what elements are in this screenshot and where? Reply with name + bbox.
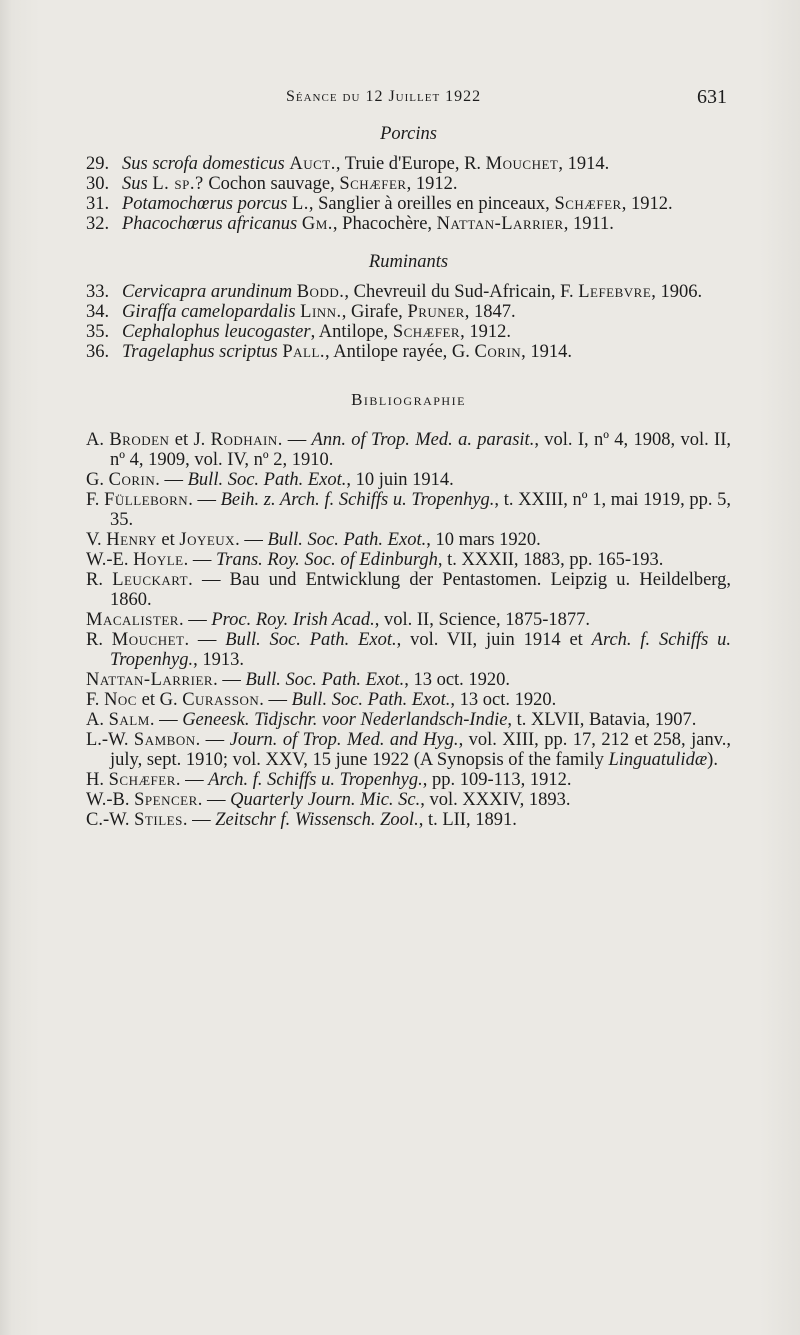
species-authority: Bodd.: [296, 282, 345, 302]
author-initials: C.-W.: [86, 810, 135, 830]
observer-name: Schæfer: [554, 194, 622, 214]
species-name: Giraffa camelopardalis: [122, 302, 296, 322]
journal-title: Arch. f. Schiffs u. Tropenhyg.: [208, 770, 423, 790]
observer-name: Nattan-Larrier: [436, 214, 564, 234]
bibliography-entry: [86, 610, 731, 630]
running-head: [0, 86, 800, 110]
species-entry: [86, 342, 731, 362]
observer-name: Schæfer: [392, 322, 461, 342]
author-initials: R.: [86, 630, 112, 650]
citation-details: ).: [707, 750, 718, 770]
separator: . —: [235, 530, 268, 550]
author-initials: F.: [86, 490, 105, 510]
common-name: , Phacochère,: [332, 214, 437, 234]
species-name: Sus scrofa domesticus: [122, 154, 285, 174]
entry-number: 35.: [86, 322, 110, 342]
bibliography-entry: [86, 810, 731, 830]
journal-title: Linguatulidæ: [608, 750, 708, 770]
citation-details: , 10 juin 1914.: [346, 470, 454, 490]
bibliography-list: [86, 430, 731, 830]
coauthor-name: Rodhain: [210, 430, 278, 450]
author-initials: A.: [86, 710, 109, 730]
bibliography-entry: [86, 470, 731, 490]
species-name: Potamochœrus porcus: [122, 194, 288, 214]
bibliography-entry: [86, 670, 731, 690]
author-name: Salm: [108, 710, 150, 730]
species-name: Tragelaphus scriptus: [122, 342, 278, 362]
author-name: Stiles: [134, 810, 183, 830]
section-heading-porcins: Porcins: [380, 124, 437, 144]
bibliography-entry: [86, 790, 731, 810]
citation-details: , 10 mars 1920.: [426, 530, 541, 550]
author-name: Spencer: [134, 790, 198, 810]
citation-details: , t. XLVII, Batavia, 1907.: [507, 710, 697, 730]
author-name: Corin: [108, 470, 156, 490]
journal-title: Beih. z. Arch. f. Schiffs u. Tropenhyg.: [220, 490, 495, 510]
entry-year: , 1912.: [621, 194, 673, 214]
author-initials: H.: [86, 770, 109, 790]
entry-year: , 1906.: [651, 282, 703, 302]
author-initials: V.: [86, 530, 107, 550]
observer-name: Pruner: [407, 302, 465, 322]
citation-details: , t. XXIII, nº 1, mai 1919, pp. 5, 35.: [110, 490, 731, 530]
journal-title: Geneesk. Tidjschr. voor Nederlandsch-Indie: [182, 710, 508, 730]
author-name: Macalister: [86, 610, 179, 630]
species-entry: [86, 282, 731, 302]
entry-year: , 1914.: [521, 342, 573, 362]
citation-details: , vol. XIII, pp. 17, 212 et 258, janv., july, sept. 1910; vol. XXV, 15 june 1922 (A Synopsis of the family: [110, 730, 732, 770]
ruminants-list: [86, 282, 731, 362]
entry-number: 33.: [86, 282, 110, 302]
journal-title: Arch. f. Schiffs u. Tropenhyg.: [110, 630, 732, 670]
separator: . —: [213, 670, 246, 690]
common-name: , Truie d'Europe, R.: [335, 154, 486, 174]
journal-title: Zeitschr f. Wissensch. Zool.: [215, 810, 419, 830]
species-entry: [86, 302, 731, 322]
author-initials: F.: [86, 690, 105, 710]
citation-details: , vol. I, nº 4, 1908, vol. II, nº 4, 1909, vol. IV, nº 2, 1910.: [110, 430, 732, 470]
citation-details: , 13 oct. 1920.: [450, 690, 557, 710]
separator: . —: [188, 570, 230, 590]
bibliography-entry: [86, 490, 731, 530]
citation-details: Bau und Entwicklung der Pentastomen. Leipzig u. Heildelberg, 1860.: [110, 570, 732, 610]
observer-name: Mouchet: [485, 154, 559, 174]
journal-title: Proc. Roy. Irish Acad.: [211, 610, 375, 630]
common-name: , Antilope rayée, G.: [325, 342, 475, 362]
species-authority: L. sp.?: [152, 174, 204, 194]
entry-year: , 1912.: [406, 174, 458, 194]
species-entry: [86, 214, 731, 234]
observer-name: Corin: [474, 342, 522, 362]
entry-number: 30.: [86, 174, 110, 194]
entry-number: 36.: [86, 342, 110, 362]
citation-details: , t. LII, 1891.: [418, 810, 517, 830]
common-name: , Chevreuil du Sud-Africain, F.: [344, 282, 579, 302]
author-name: Mouchet: [111, 630, 185, 650]
entry-number: 31.: [86, 194, 110, 214]
common-name: , Girafe,: [341, 302, 408, 322]
bibliography-entry: [86, 550, 731, 570]
journal-title: Bull. Soc. Path. Exot.: [267, 530, 427, 550]
species-authority: Auct.: [289, 154, 336, 174]
author-joiner: et: [156, 530, 180, 550]
entry-number: 34.: [86, 302, 110, 322]
species-name: Phacochœrus africanus: [122, 214, 298, 234]
species-entry: [86, 174, 731, 194]
bibliography-entry: [86, 630, 731, 670]
section-heading-ruminants: Ruminants: [368, 252, 449, 272]
separator: . —: [188, 490, 221, 510]
entry-number: 32.: [86, 214, 110, 234]
journal-title: Trans. Roy. Soc. of Edinburgh: [216, 550, 438, 570]
separator: . —: [178, 610, 212, 630]
coauthor-name: Curasson: [182, 690, 260, 710]
page-body: [86, 120, 731, 830]
bibliography-entry: [86, 530, 731, 550]
entry-year: , 1914.: [558, 154, 610, 174]
bibliography-entry: [86, 730, 731, 770]
bibliography-entry: [86, 690, 731, 710]
separator: . —: [149, 710, 183, 730]
author-name: Nattan-Larrier: [86, 670, 214, 690]
species-entry: [86, 154, 731, 174]
citation-details: , vol. VII, juin 1914 et: [396, 630, 592, 650]
entry-year: , 1911.: [563, 214, 614, 234]
common-name: , Antilope,: [310, 322, 393, 342]
bibliography-entry: [86, 710, 731, 730]
journal-title: Bull. Soc. Path. Exot.: [187, 470, 347, 490]
species-name: Cephalophus leucogaster: [122, 322, 311, 342]
citation-details: , vol. XXXIV, 1893.: [420, 790, 571, 810]
species-authority: Pall.: [282, 342, 326, 362]
observer-name: Schæfer: [339, 174, 407, 194]
author-name: Fülleborn: [104, 490, 189, 510]
author-joiner: et J.: [169, 430, 211, 450]
running-title: Séance du 12 Juillet 1922: [286, 88, 482, 105]
species-name: Cervicapra arundinum: [122, 282, 293, 302]
separator: . —: [175, 770, 209, 790]
species-authority: Gm.: [301, 214, 333, 234]
author-name: Leuckart: [112, 570, 189, 590]
author-initials: G.: [86, 470, 109, 490]
species-entry: [86, 194, 731, 214]
author-joiner: et G.: [136, 690, 183, 710]
journal-title: Bull. Soc. Path. Exot.: [245, 670, 405, 690]
entry-year: , 1912.: [460, 322, 511, 342]
species-entry: [86, 322, 731, 342]
author-name: Sambon: [133, 730, 196, 750]
author-name: Broden: [109, 430, 170, 450]
species-authority: L.: [291, 194, 309, 214]
coauthor-name: Joyeux: [179, 530, 236, 550]
separator: . —: [259, 690, 292, 710]
author-initials: A.: [86, 430, 110, 450]
separator: . —: [183, 550, 217, 570]
separator: . —: [195, 730, 230, 750]
author-initials: R.: [86, 570, 113, 590]
bibliography-heading: Bibliographie: [351, 390, 466, 409]
bibliography-entry: [86, 570, 731, 610]
author-name: Noc: [104, 690, 137, 710]
entry-number: 29.: [86, 154, 110, 174]
journal-title: Journ. of Trop. Med. and Hyg.: [229, 730, 459, 750]
common-name: , Sanglier à oreilles en pinceaux,: [308, 194, 555, 214]
author-initials: L.-W.: [86, 730, 134, 750]
journal-title: Ann. of Trop. Med. a. parasit.: [311, 430, 535, 450]
bibliography-entry: [86, 770, 731, 790]
bibliography-entry: [86, 430, 731, 470]
separator: . —: [197, 790, 231, 810]
citation-details: , t. XXXII, 1883, pp. 165-193.: [437, 550, 664, 570]
author-name: Schæfer: [108, 770, 176, 790]
author-name: Henry: [106, 530, 157, 550]
species-authority: Linn.: [300, 302, 342, 322]
author-name: Hoyle: [133, 550, 184, 570]
citation-details: , pp. 109-113, 1912.: [422, 770, 572, 790]
journal-title: Bull. Soc. Path. Exot.: [225, 630, 397, 650]
separator: . —: [155, 470, 188, 490]
entry-year: , 1847.: [464, 302, 516, 322]
journal-title: Bull. Soc. Path. Exot.: [291, 690, 451, 710]
separator: . —: [182, 810, 216, 830]
separator: . —: [277, 430, 312, 450]
citation-details: , 1913.: [193, 650, 244, 670]
porcins-list: [86, 154, 731, 234]
separator: . —: [184, 630, 226, 650]
observer-name: Lefebvre: [578, 282, 652, 302]
citation-details: , vol. II, Science, 1875-1877.: [374, 610, 591, 630]
page-number: 631: [697, 86, 727, 108]
author-initials: W.-B.: [86, 790, 135, 810]
journal-title: Quarterly Journ. Mic. Sc.: [230, 790, 421, 810]
author-initials: W.-E.: [86, 550, 134, 570]
common-name: Cochon sauvage,: [203, 174, 340, 194]
species-name: Sus: [122, 174, 148, 194]
citation-details: , 13 oct. 1920.: [404, 670, 511, 690]
